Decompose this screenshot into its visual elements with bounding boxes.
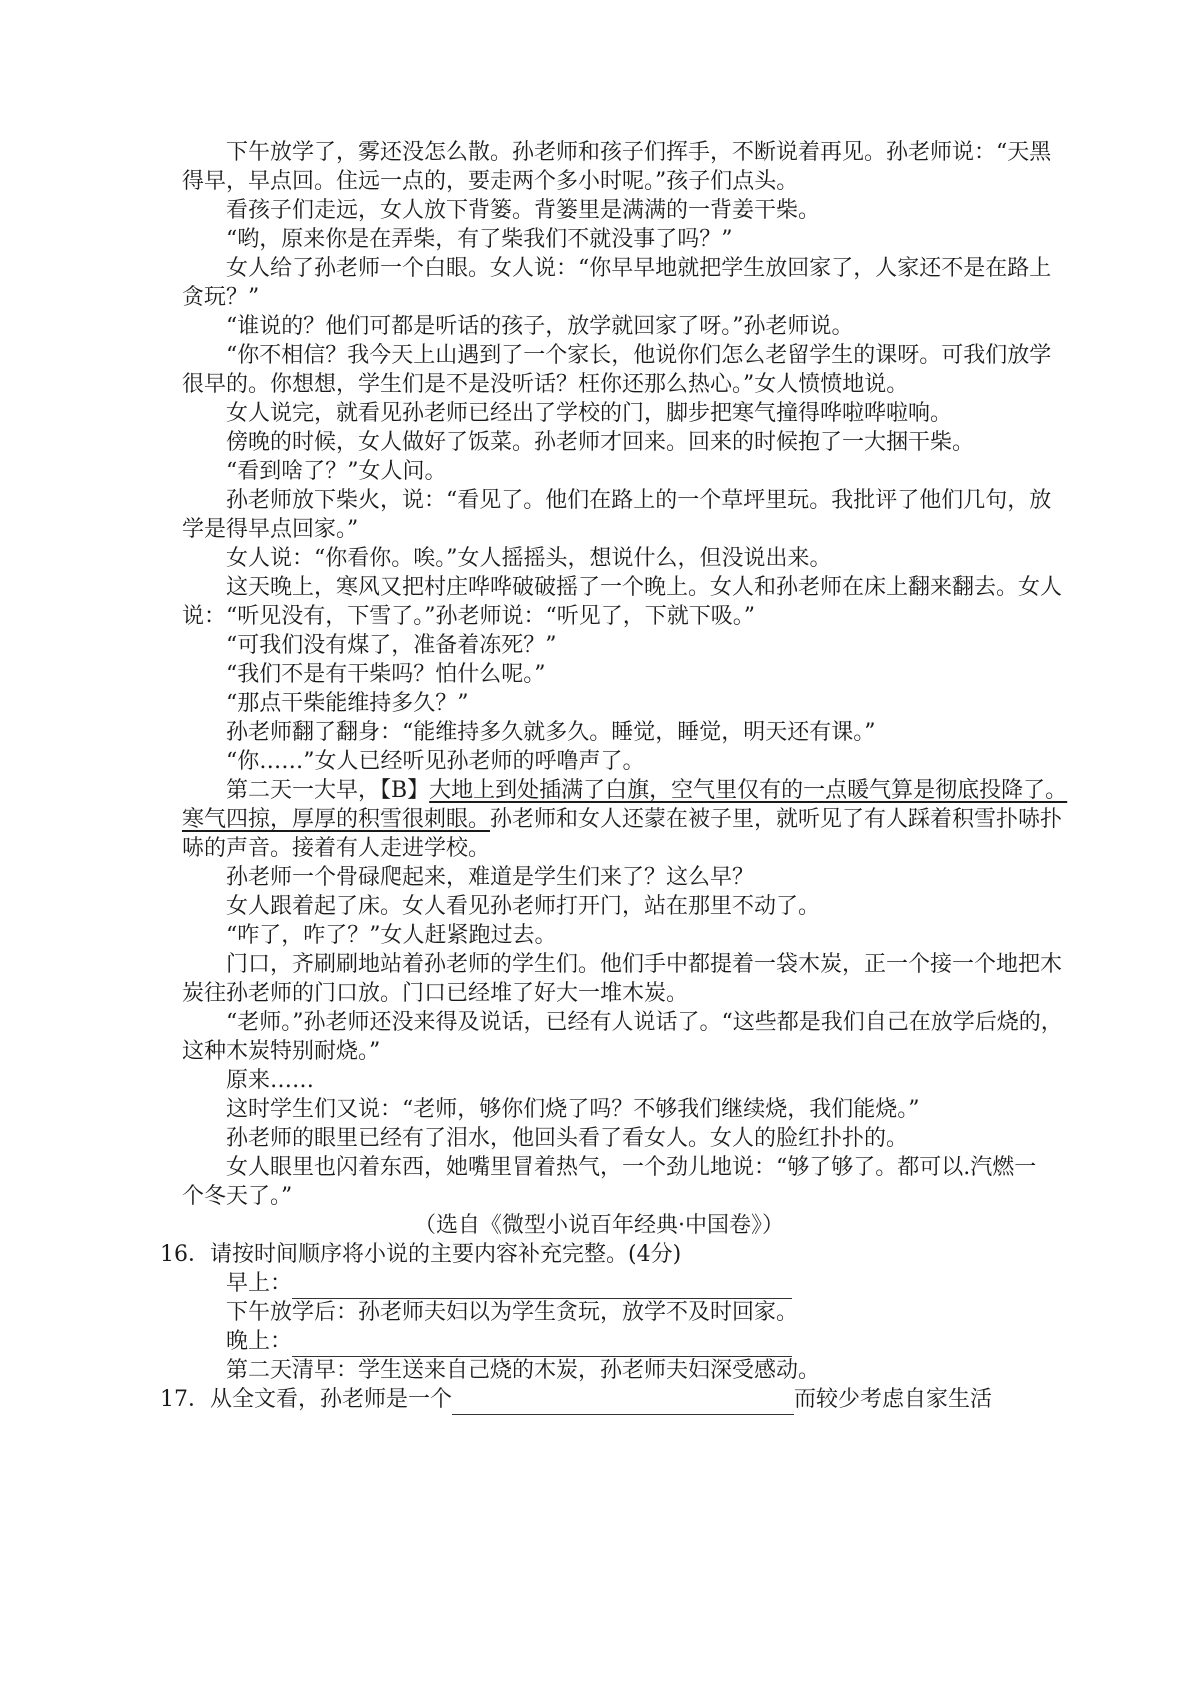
q16-evening-label: 晚上： [182,1329,293,1354]
paragraph-b-rest: 孙老师和女人还蒙在被子里，就听见了有人踩着积雪扑哧扑 [490,807,1063,832]
text-line: 这天晚上，寒风又把村庄哗哗破破摇了一个晚上。女人和孙老师在床上翻来翻去。女人 [182,575,1063,600]
text-line: 这时学生们又说：“老师，够你们烧了吗？不够我们继续烧，我们能烧。” [182,1097,920,1122]
text-line: 贪玩？” [182,285,260,310]
text-line: 女人说：“你看你。唉。”女人摇摇头，想说什么，但没说出来。 [182,546,832,571]
text-line: 女人给了孙老师一个白眼。女人说：“你早早地就把学生放回家了，人家还不是在路上 [182,256,1052,281]
text-line: 原来…… [182,1068,315,1093]
text-line: “你……”女人已经听见孙老师的呼噜声了。 [182,749,645,774]
text-line: 很早的。你想想，学生们是不是没听话？枉你还那么热心。”女人愤愤地说。 [182,372,909,397]
q17-blank[interactable] [452,1388,794,1415]
source-citation: （选自《微型小说百年经典·中国卷》） [414,1213,784,1238]
text-line: 孙老师一个骨碌爬起来，难道是学生们来了？这么早？ [182,865,755,890]
question-17-line [160,1385,1040,1415]
text-line: 傍晚的时候，女人做好了饭菜。孙老师才回来。回来的时候抱了一大捆干柴。 [182,430,975,455]
text-line: “可我们没有煤了，准备着冻死？” [182,633,557,658]
underlined-passage-b: 大地上到处插满了白旗，空气里仅有的一点暖气算是彻底投降了。 [429,778,1068,803]
q17-suffix: 而较少考虑自家生活 [794,1387,993,1412]
paragraph-b-prefix: 第二天一大早，【B】 [182,778,430,803]
text-line: “谁说的？他们可都是听话的孩子，放学就回家了呀。”孙老师说。 [182,314,854,339]
q16-morning-label: 早上： [182,1271,293,1296]
text-line: 门口，齐刷刷地站着孙老师的学生们。他们手中都提着一袋木炭，正一个接一个地把木 [182,952,1063,977]
text-line: “我们不是有干柴吗？怕什么呢。” [182,662,546,687]
text-line: 孙老师放下柴火，说：“看见了。他们在路上的一个草坪里玩。我批评了他们几句，放 [182,488,1052,513]
text-line: 个冬天了。” [182,1184,293,1209]
text-line: 炭往孙老师的门口放。门口已经堆了好大一堆木炭。 [182,981,689,1006]
text-line: “那点干柴能维持多久？” [182,691,469,716]
text-line: “你不相信？我今天上山遇到了一个家长，他说你们怎么老留学生的课呀。可我们放学 [182,343,1052,368]
text-line: “哟，原来你是在弄柴，有了柴我们不就没事了吗？” [182,227,733,252]
text-line: “看到啥了？”女人问。 [182,459,447,484]
underlined-passage-b-cont: 寒气四掠，厚厚的积雪很刺眼。 [182,807,491,832]
text-line: 得早，早点回。住远一点的，要走两个多小时呢。”孩子们点头。 [182,169,799,194]
q16-morning-line [182,1269,1032,1299]
text-line: 下午放学了，雾还没怎么散。孙老师和孩子们挥手，不断说着再见。孙老师说：“天黑 [182,140,1052,165]
text-line: 这种木炭特别耐烧。” [182,1039,381,1064]
text-line: 女人眼里也闪着东西，她嘴里冒着热气，一个劲儿地说：“够了够了。都可以.汽燃一 [182,1155,1037,1180]
text-line: “咋了，咋了？”女人赶紧跑过去。 [182,923,557,948]
q16-evening-line [182,1327,1032,1357]
paragraph-b-line1 [182,776,1068,806]
text-line: 孙老师的眼里已经有了泪水，他回头看了看女人。女人的脸红扑扑的。 [182,1126,909,1151]
q16-afternoon: 下午放学后：孙老师夫妇以为学生贪玩，放学不及时回家。 [182,1300,799,1325]
text-line: “老师。”孙老师还没来得及说话，已经有人说话了。“这些都是我们自己在放学后烧的， [182,1010,1063,1035]
question-16-title: 16．请按时间顺序将小说的主要内容补充完整。(4分) [160,1242,682,1267]
q17-prefix: 17．从全文看，孙老师是一个 [160,1387,452,1412]
q16-morning-blank[interactable] [292,1272,792,1299]
text-line: 孙老师翻了翻身：“能维持多久就多久。睡觉，睡觉，明天还有课。” [182,720,876,745]
paragraph-b-line2 [182,805,1063,835]
text-line: 看孩子们走远，女人放下背篓。背篓里是满满的一背姜干柴。 [182,198,821,223]
text-line: 女人跟着起了床。女人看见孙老师打开门，站在那里不动了。 [182,894,821,919]
text-line: 说：“听见没有，下雪了。”孙老师说：“听见了，下就下吸。” [182,604,755,629]
q16-next-day: 第二天清早：学生送来自己烧的木炭，孙老师夫妇深受感动。 [182,1358,821,1383]
q16-evening-blank[interactable] [292,1330,792,1357]
text-line: 学是得早点回家。” [182,517,359,542]
text-line: 哧的声音。接着有人走进学校。 [182,836,491,861]
text-line: 女人说完，就看见孙老师已经出了学校的门，脚步把寒气撞得哗啦哗啦响。 [182,401,953,426]
